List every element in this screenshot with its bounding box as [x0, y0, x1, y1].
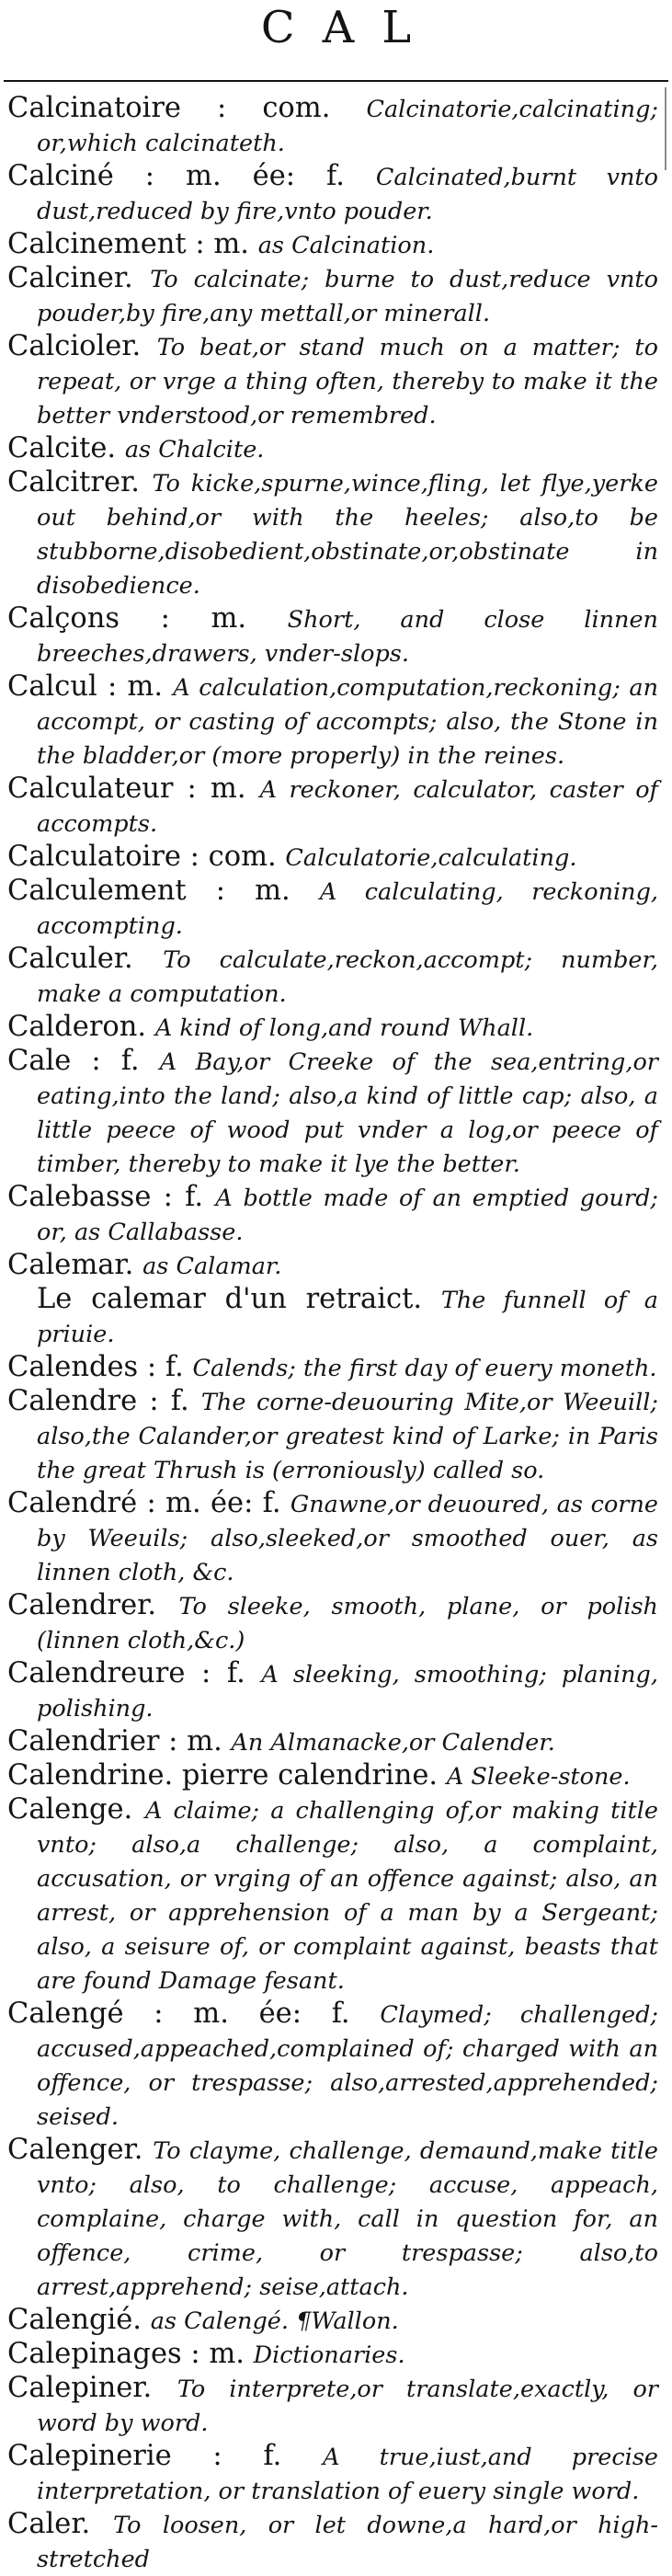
dictionary-entry	[7, 2508, 658, 2576]
entry-definition: To calculate,reckon,accompt; number, make a computation.	[37, 946, 658, 1008]
dictionary-entry	[7, 330, 658, 432]
entry-definition: The funnell of a priuie.	[37, 1287, 658, 1348]
entry-definition: A sleeking, smoothing; planing, polishing.	[37, 1661, 658, 1723]
entry-headword: Cale	[7, 1045, 72, 1077]
entry-definition: Dictionaries.	[253, 2341, 405, 2369]
dictionary-entry	[7, 2338, 658, 2372]
entry-definition: To kicke,spurne,wince,fling, let flye,yerke out behind,or with the heeles; also,to be stubborne,disobedient,obstinate,or,obstinate in disobedience.	[37, 470, 658, 600]
entry-definition: as Chalcite.	[124, 436, 265, 464]
entry-headword: Le calemar d'un retraict.	[37, 1283, 423, 1315]
entry-headword: Calcul	[7, 670, 97, 703]
entry-grammar: : f.	[163, 1181, 204, 1213]
dictionary-entry	[7, 262, 658, 330]
entry-grammar: : com.	[189, 841, 277, 873]
entry-definition: Gnawne,or deuoured, as corne by Weeuils; also,sleeked,or smoothed ouer, as linnen cloth, &c.	[37, 1491, 658, 1586]
dictionary-entry	[7, 1385, 658, 1487]
dictionary-entry	[7, 466, 658, 602]
entry-headword: Calcioler.	[7, 330, 142, 362]
entry-definition: A bottle made of an emptied gourd; or, as Callabasse.	[37, 1185, 659, 1246]
entry-grammar: : f.	[212, 2440, 282, 2472]
entry-grammar: : f.	[149, 1385, 189, 1417]
entry-definition: A reckoner, calculator, caster of accompts.	[37, 776, 658, 838]
margin-mark	[665, 87, 666, 170]
dictionary-entry	[7, 1283, 658, 1351]
entry-headword: Calendré	[7, 1487, 138, 1519]
entry-headword: Calderon.	[7, 1011, 147, 1043]
entry-definition: A calculating, reckoning, accompting.	[37, 878, 659, 940]
dictionary-entry	[7, 1793, 658, 1998]
entry-headword: Calciner.	[7, 262, 133, 294]
entry-definition: An Almanacke,or Calender.	[231, 1729, 555, 1757]
entry-grammar: pierre calendrine.	[181, 1759, 439, 1792]
entry-headword: Caler.	[7, 2508, 91, 2540]
entry-definition: A true,iust,and precise interpretation, or translation of euery single word.	[37, 2444, 658, 2505]
entry-definition: To calcinate; burne to dust,reduce vnto pouder,by fire,any mettall,or minerall.	[37, 266, 658, 327]
entry-headword: Calendrer.	[7, 1589, 157, 1621]
entry-grammar: : m.	[190, 2338, 245, 2370]
entry-headword: Calcite.	[7, 432, 117, 464]
entry-grammar: : m. ée: f.	[146, 1487, 281, 1519]
entry-definition: To sleeke, smooth, plane, or polish (linnen cloth,&c.)	[37, 1593, 658, 1654]
entry-headword: Calendre	[7, 1385, 138, 1417]
entry-headword: Calenger.	[7, 2134, 143, 2166]
entry-grammar: : m.	[168, 1725, 222, 1757]
entry-definition: To loosen, or let downe,a hard,or high-stretched	[37, 2512, 659, 2573]
entry-headword: Calendrier	[7, 1725, 160, 1757]
entry-grammar: : f.	[146, 1351, 184, 1383]
entry-grammar: : f.	[201, 1657, 245, 1689]
dictionary-entry	[7, 670, 658, 773]
entry-headword: Calciné	[7, 160, 114, 192]
entry-definition: as Calamar.	[142, 1253, 282, 1280]
entry-headword: Calculer.	[7, 943, 133, 975]
entry-grammar: : m.	[187, 773, 246, 805]
dictionary-entry	[7, 1045, 658, 1181]
dictionary-entry	[7, 2440, 658, 2508]
entry-grammar: : f.	[91, 1045, 140, 1077]
dictionary-entry	[7, 602, 658, 670]
dictionary-entry	[7, 1725, 658, 1759]
entry-definition: To beat,or stand much on a matter; to repeat, or vrge a thing often, thereby to make it the better vnderstood,or remembred.	[37, 334, 658, 429]
entry-definition: as Calengé. ¶Wallon.	[150, 2307, 399, 2335]
entry-headword: Calculateur	[7, 773, 174, 805]
entry-definition: Short, and close linnen breeches,drawers, vnder-slops.	[37, 606, 658, 668]
dictionary-entry	[7, 432, 658, 466]
entry-grammar: : com.	[217, 92, 331, 124]
entry-grammar: : m.	[215, 875, 290, 907]
entry-grammar: : m.	[195, 228, 249, 260]
dictionary-entry	[7, 1351, 658, 1385]
dictionary-entry	[7, 1759, 658, 1793]
entry-headword: Calengié.	[7, 2304, 142, 2336]
entry-headword: Calepinerie	[7, 2440, 172, 2472]
entry-definition: A calculation,computation,reckoning; an accompt, or casting of accompts; also, the Stone in the bladder,or (more properly) in the reines.	[37, 674, 658, 770]
dictionary-entry	[7, 773, 658, 841]
entry-headword: Calengé	[7, 1998, 124, 2030]
dictionary-entry	[7, 228, 658, 262]
entry-headword: Calendreure	[7, 1657, 186, 1689]
entry-definition: Calcinated,burnt vnto dust,reduced by fire,vnto pouder.	[37, 164, 658, 225]
entry-definition: Calculatorie,calculating.	[285, 844, 577, 872]
entry-definition: Calends; the first day of euery moneth.	[192, 1355, 657, 1382]
entry-headword: Calemar.	[7, 1249, 134, 1281]
dictionary-entry	[7, 1181, 658, 1249]
header-rule	[4, 80, 668, 82]
entry-headword: Calculatoire	[7, 841, 181, 873]
dictionary-entry	[7, 2304, 658, 2338]
entry-headword: Calcinement	[7, 228, 187, 260]
entry-definition: Claymed; challenged; accused,appeached,complained of; charged with an offence, or trespasse; also,arrested,apprehended; seised.	[37, 2001, 658, 2131]
entry-headword: Calcinatoire	[7, 92, 181, 124]
entry-headword: Calçons	[7, 602, 120, 635]
dictionary-entry	[7, 1657, 658, 1725]
dictionary-entry	[7, 1249, 658, 1283]
entry-grammar: : m. ée: f.	[144, 160, 345, 192]
entry-definition: To interprete,or translate,exactly, or word by word.	[37, 2376, 658, 2437]
entry-headword: Calendes	[7, 1351, 139, 1383]
entry-grammar: : m.	[107, 670, 164, 703]
dictionary-entry	[7, 841, 658, 875]
entry-grammar: : m.	[160, 602, 247, 635]
entry-definition: A kind of long,and round Whall.	[154, 1014, 534, 1042]
entry-headword: Calculement	[7, 875, 187, 907]
entry-headword: Calepinages	[7, 2338, 182, 2370]
entry-list	[7, 92, 658, 2576]
entry-definition: A Sleeke-stone.	[446, 1763, 631, 1791]
entry-headword: Calebasse	[7, 1181, 152, 1213]
entry-definition: A Bay,or Creeke of the sea,entring,or eating,into the land; also,a kind of little cap; also, a little peece of wood put vnder a log,or peece of timber, thereby to make it lye the better.	[37, 1048, 658, 1178]
dictionary-entry	[7, 2134, 658, 2304]
dictionary-entry	[7, 2372, 658, 2440]
dictionary-entry	[7, 1589, 658, 1657]
entry-headword: Calcitrer.	[7, 466, 140, 498]
entry-headword: Calendrine.	[7, 1759, 174, 1792]
dictionary-entry	[7, 92, 658, 160]
dictionary-entry	[7, 1998, 658, 2134]
entry-headword: Calenge.	[7, 1793, 133, 1826]
dictionary-entry	[7, 160, 658, 228]
dictionary-entry	[7, 1011, 658, 1045]
dictionary-entry	[7, 875, 658, 943]
entry-definition: The corne-deuouring Mite,or Weeuill; also,the Calander,or greatest kind of Larke; in Paris the great Thrush is (erroniously) called so.	[37, 1389, 658, 1484]
entry-definition: Calcinatorie,calcinating; or,which calcinateth.	[37, 96, 658, 157]
dictionary-entry	[7, 943, 658, 1011]
entry-definition: To clayme, challenge, demaund,make title vnto; also, to challenge; accuse, appeach, complaine, charge with, call in question for, an offence, crime, or trespasse; also,to arrest,apprehend; seise,attach.	[37, 2137, 659, 2301]
page-header: CAL	[260, 2, 439, 53]
entry-definition: A claime; a challenging of,or making title vnto; also,a challenge; also, a complaint, accusation, or vrging of an offence against; also, an arrest, or apprehension of a man by a Sergeant; also, a seisure of, or complaint against, beasts that are found Damage fesant.	[37, 1797, 658, 1995]
entry-headword: Calepiner.	[7, 2372, 153, 2404]
entry-grammar: : m. ée: f.	[154, 1998, 350, 2030]
entry-definition: as Calcination.	[257, 232, 435, 259]
dictionary-entry	[7, 1487, 658, 1589]
